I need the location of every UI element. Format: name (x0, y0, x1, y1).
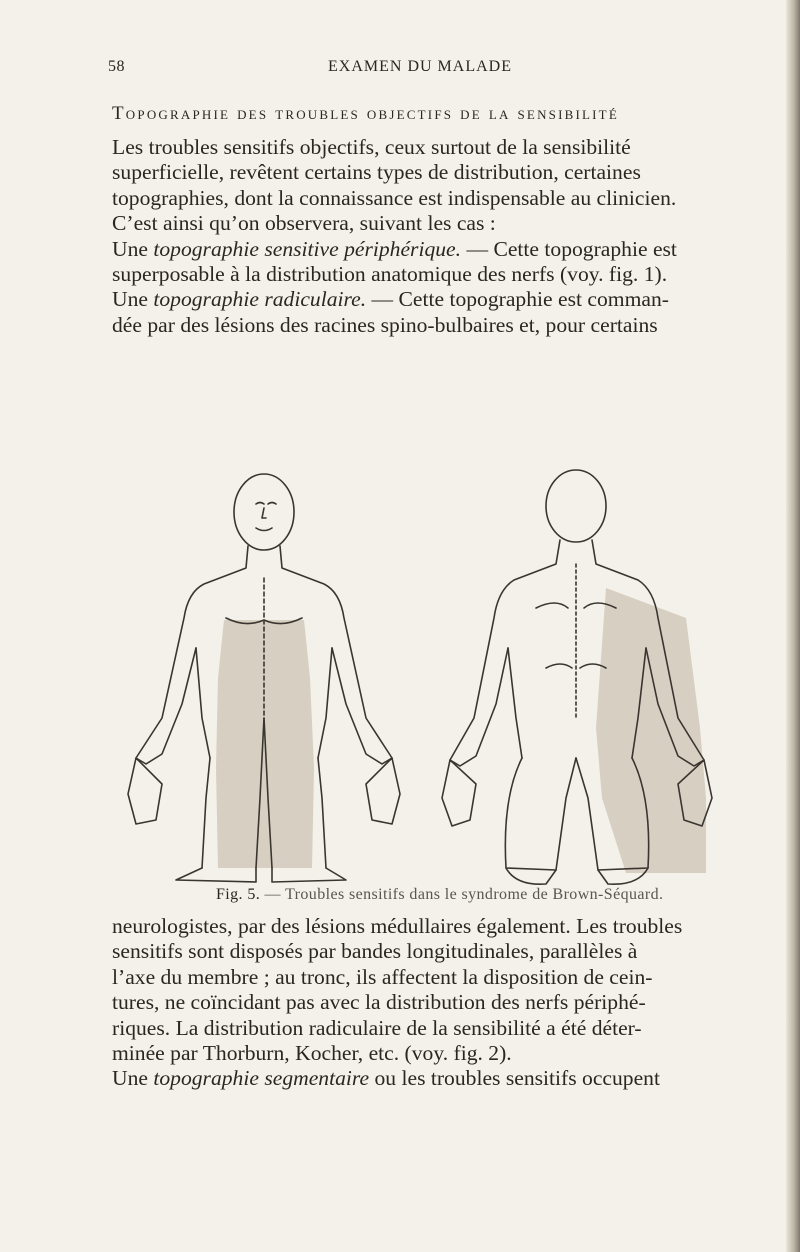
text-line: minée par Thorburn, Kocher, etc. (voy. fig. 2). (112, 1041, 512, 1066)
body-diagram-svg (106, 468, 746, 888)
text-line: C’est ainsi qu’on observera, suivant les cas : (112, 211, 496, 236)
emphasis-term: topographie segmentaire (153, 1066, 370, 1091)
text-line: riques. La distribution radiculaire de la sensibilité a été déter- (112, 1015, 642, 1040)
text-line: l’axe du membre ; au tronc, ils affectent la disposition de cein- (112, 964, 653, 989)
text-line: topographies, dont la connaissance est indispensable au clinicien. (112, 185, 677, 210)
figure-body-diagrams (106, 468, 746, 888)
text-fragment: — Cette topographie est comman- (366, 287, 669, 312)
text-fragment: Une (112, 236, 154, 261)
emphasis-term: topographie radiculaire. (153, 287, 367, 312)
caption-text: — Troubles sensitifs dans le syndrome de Brown-Séquard. (260, 886, 664, 903)
page-number: 58 (108, 58, 125, 75)
text-line: Les troubles sensitifs objectifs, ceux surtout de la sensibilité (112, 135, 631, 159)
figure-caption (216, 886, 696, 904)
caption-label: Fig. 5. (216, 886, 261, 903)
text-line: dée par des lésions des racines spino-bulbaires et, pour certains (112, 312, 658, 337)
text-line: tures, ne coïncidant pas avec la distribution des nerfs périphé- (112, 990, 646, 1015)
emphasis-term: topographie sensitive périphérique. (153, 236, 462, 261)
paragraph-continuation (112, 914, 772, 1092)
text-line: superposable à la distribution anatomique des nerfs (voy. fig. 1). (112, 262, 668, 287)
back-body-figure (442, 470, 712, 884)
text-fragment: Une (112, 287, 154, 312)
text-line: neurologistes, par des lésions médullaires également. Les troubles (112, 914, 683, 938)
text-line: superficielle, revêtent certains types de distribution, certaines (112, 160, 641, 185)
header-title: EXAMEN DU MALADE (328, 58, 512, 75)
text-fragment: ou les troubles sensitifs occupent (369, 1066, 660, 1091)
text-line: sensitifs sont disposés par bandes longitudinales, parallèles à (112, 939, 638, 964)
paragraph-intro (112, 135, 772, 338)
text-line-with-emphasis (112, 287, 772, 312)
section-title: Topographie des troubles objectifs de la sensibilité (112, 103, 619, 124)
page-edge (786, 0, 800, 1252)
text-fragment: Une (112, 1066, 154, 1091)
text-line-with-emphasis (112, 1066, 772, 1091)
front-body-figure (128, 474, 400, 882)
text-line-with-emphasis (112, 237, 772, 262)
text-fragment: — Cette topographie est (461, 236, 677, 261)
